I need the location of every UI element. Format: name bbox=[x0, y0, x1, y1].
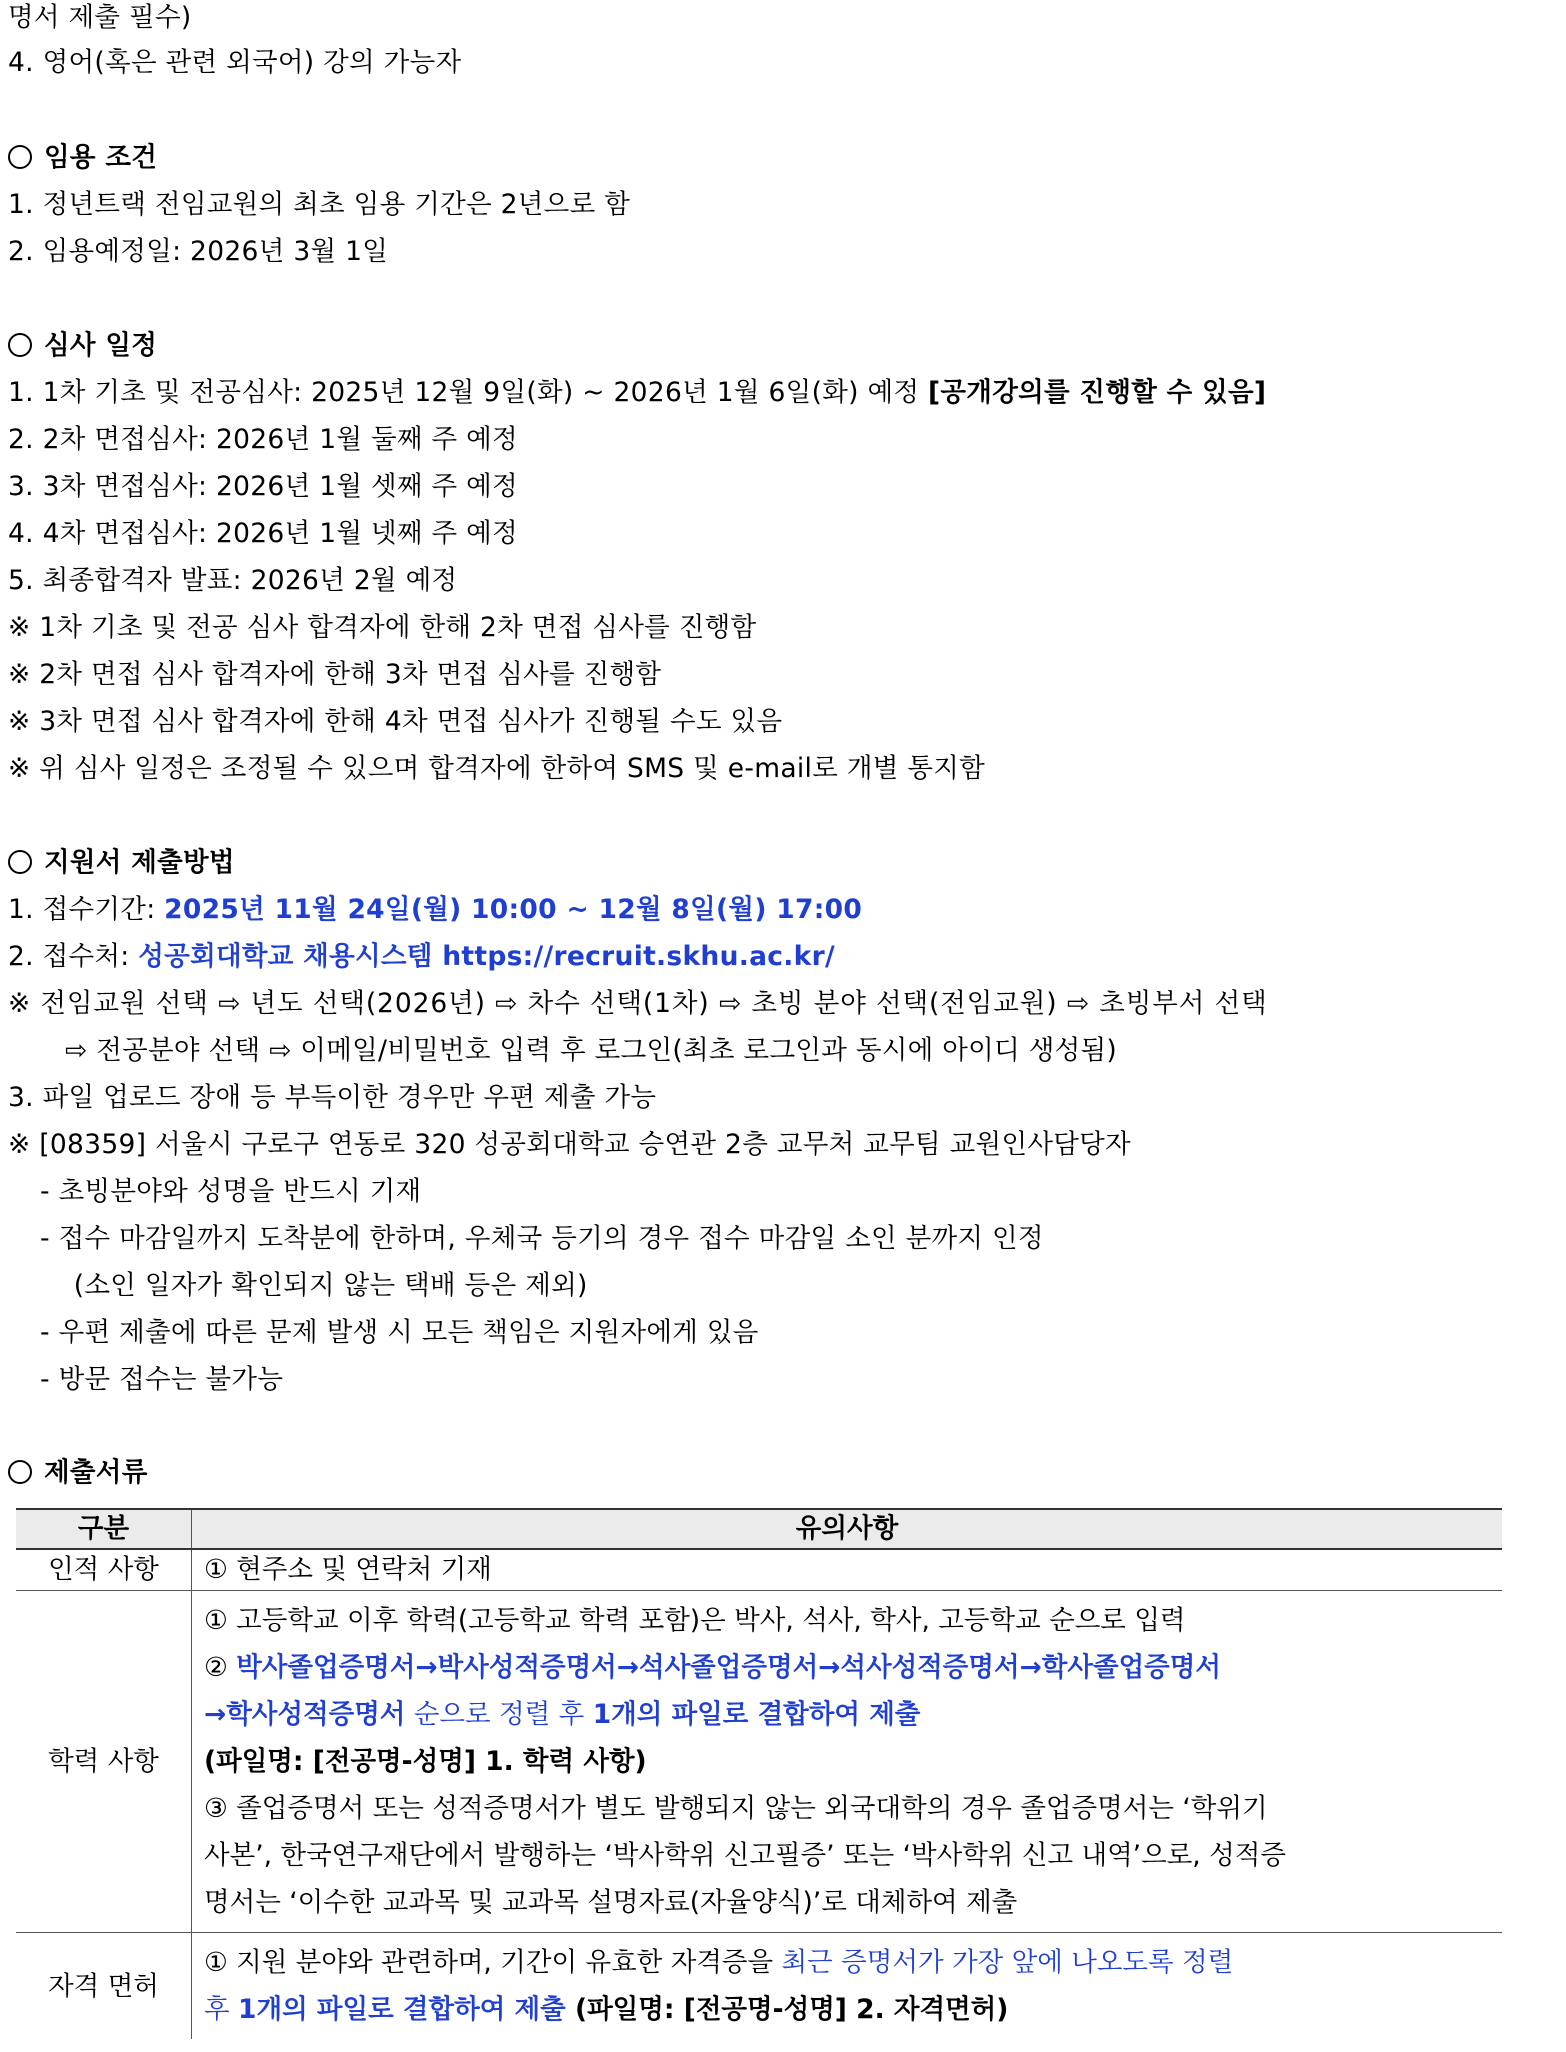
postal-note-3: - 우편 제출에 따른 문제 발생 시 모든 책임은 지원자에게 있음 bbox=[40, 1317, 759, 1348]
row-notes-personal: ① 현주소 및 연락처 기재 bbox=[192, 1549, 1503, 1591]
section-title-review: 심사 일정 bbox=[8, 328, 157, 364]
appointment-item-2: 2. 임용예정일: 2026년 3월 1일 bbox=[8, 236, 389, 267]
table-row bbox=[16, 1591, 1502, 1933]
circle-bullet-icon bbox=[8, 850, 32, 874]
submission-steps-1: ※ 전임교원 선택 ⇨ 년도 선택(2026년) ⇨ 차수 선택(1차) ⇨ 초빙 분야 선택(전임교원) ⇨ 초빙부서 선택 bbox=[8, 988, 1268, 1019]
review-item-2: 2. 2차 면접심사: 2026년 1월 둘째 주 예정 bbox=[8, 424, 518, 455]
table-row bbox=[16, 1549, 1502, 1591]
review-item-4: 4. 4차 면접심사: 2026년 1월 넷째 주 예정 bbox=[8, 518, 518, 549]
row-label-personal: 인적 사항 bbox=[16, 1549, 192, 1591]
submission-item-3: 3. 파일 업로드 장애 등 부득이한 경우만 우편 제출 가능 bbox=[8, 1082, 657, 1113]
review-note-4: ※ 위 심사 일정은 조정될 수 있으며 합격자에 한하여 SMS 및 e-mail로 개별 통지함 bbox=[8, 753, 986, 784]
postal-note-4: - 방문 접수는 불가능 bbox=[40, 1364, 284, 1395]
section-title-documents: 제출서류 bbox=[8, 1455, 148, 1491]
appointment-item-1: 1. 정년트랙 전임교원의 최초 임용 기간은 2년으로 함 bbox=[8, 189, 631, 220]
row-label-license: 자격 면허 bbox=[16, 1933, 192, 2040]
section-title-appointment: 임용 조건 bbox=[8, 140, 157, 176]
documents-table bbox=[16, 1508, 1502, 2039]
postal-note-1: - 초빙분야와 성명을 반드시 기재 bbox=[40, 1176, 422, 1207]
postal-note-2: - 접수 마감일까지 도착분에 한하며, 우체국 등기의 경우 접수 마감일 소인 분까지 인정 bbox=[40, 1223, 1044, 1254]
review-note-1: ※ 1차 기초 및 전공 심사 합격자에 한해 2차 면접 심사를 진행함 bbox=[8, 612, 757, 643]
column-header-category: 구분 bbox=[16, 1509, 192, 1549]
postal-address: ※ [08359] 서울시 구로구 연동로 320 성공회대학교 승연관 2층 교무처 교무팀 교원인사담당자 bbox=[8, 1129, 1131, 1160]
table-header-row bbox=[16, 1509, 1502, 1549]
circle-bullet-icon bbox=[8, 1460, 32, 1484]
public-lecture-note: [공개강의를 진행할 수 있음] bbox=[928, 377, 1267, 408]
submission-place: 2. 접수처: 성공회대학교 채용시스템 https://recruit.skhu.ac.kr/ bbox=[8, 941, 835, 972]
review-note-2: ※ 2차 면접 심사 합격자에 한해 3차 면접 심사를 진행함 bbox=[8, 659, 662, 690]
recruit-link[interactable]: https://recruit.skhu.ac.kr/ bbox=[442, 941, 835, 972]
period-value: 2025년 11월 24일(월) 10:00 ~ 12월 8일(월) 17:00 bbox=[164, 894, 863, 925]
submission-steps-2: ⇨ 전공분야 선택 ⇨ 이메일/비밀번호 입력 후 로그인(최초 로그인과 동시에 아이디 생성됨) bbox=[65, 1035, 1118, 1066]
review-item-1: 1. 1차 기초 및 전공심사: 2025년 12월 9일(화) ~ 2026년 1월 6일(화) 예정 [공개강의를 진행할 수 있음] bbox=[8, 377, 1267, 408]
circle-bullet-icon bbox=[8, 333, 32, 357]
circle-bullet-icon bbox=[8, 145, 32, 169]
table-row bbox=[16, 1933, 1502, 2040]
review-item-5: 5. 최종합격자 발표: 2026년 2월 예정 bbox=[8, 565, 458, 596]
section-title-submission: 지원서 제출방법 bbox=[8, 845, 235, 881]
postal-note-2-cont: (소인 일자가 확인되지 않는 택배 등은 제외) bbox=[65, 1270, 588, 1301]
qualification-item-4: 4. 영어(혹은 관련 외국어) 강의 가능자 bbox=[8, 47, 462, 78]
column-header-notes: 유의사항 bbox=[192, 1509, 1503, 1549]
row-notes-license: ① 지원 분야와 관련하며, 기간이 유효한 자격증을 최근 증명서가 가장 앞에 나오도록 정렬 후 1개의 파일로 결합하여 제출 (파일명: [전공명-성명] 2. 자격면허) bbox=[204, 1947, 1234, 2025]
review-item-3: 3. 3차 면접심사: 2026년 1월 셋째 주 예정 bbox=[8, 471, 518, 502]
row-label-education: 학력 사항 bbox=[16, 1591, 192, 1933]
submission-period: 1. 접수기간: 2025년 11월 24일(월) 10:00 ~ 12월 8일(월) 17:00 bbox=[8, 894, 863, 925]
continued-text: 명서 제출 필수) bbox=[8, 2, 192, 33]
row-notes-education: ① 고등학교 이후 학력(고등학교 학력 포함)은 박사, 석사, 학사, 고등학교 순으로 입력 ② 박사졸업증명서→박사성적증명서→석사졸업증명서→석사성적증명서→학사졸업증명서 →학사성적증명서 순으로 정렬 후 1개의 파일로 결합하여 제출 (파일명: [전공명-성명] 1. 학력 사항) ③ 졸업증명서 또는 성적증명서가 별도 발행되지 않는 외국대학의 경우 졸업증명서는 ‘학위기 사본’, 한국연구재단에서 발행하는 ‘박사학위 신고필증’ 또는 ‘박사학위 신고 내역’으로, 성적증 명서는 ‘이수한 교과목 및 교과목 설명자료(자율양식)’로 대체하여 제출 bbox=[192, 1591, 1503, 1933]
review-note-3: ※ 3차 면접 심사 합격자에 한해 4차 면접 심사가 진행될 수도 있음 bbox=[8, 706, 783, 737]
